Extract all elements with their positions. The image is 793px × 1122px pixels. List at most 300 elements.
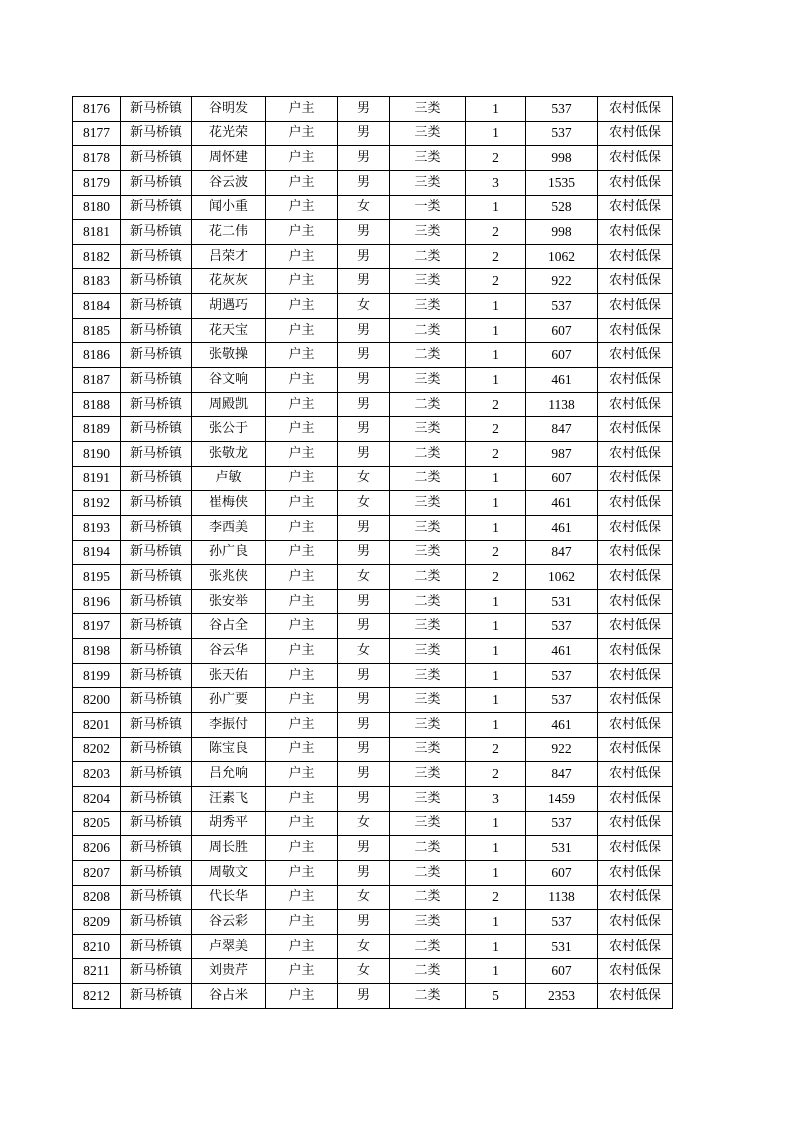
town-cell: 新马桥镇: [121, 639, 192, 664]
name-cell: 谷文响: [192, 368, 266, 393]
assistance-type-cell: 农村低保: [598, 466, 673, 491]
category-cell: 三类: [390, 639, 466, 664]
table-row: [73, 392, 673, 417]
record-number-cell: 8201: [73, 713, 121, 738]
gender-cell: 男: [338, 910, 390, 935]
assistance-type-cell: 农村低保: [598, 244, 673, 269]
amount-cell: 537: [526, 910, 598, 935]
record-number-cell: 8186: [73, 343, 121, 368]
gender-cell: 男: [338, 984, 390, 1009]
name-cell: 张敬龙: [192, 441, 266, 466]
town-cell: 新马桥镇: [121, 121, 192, 146]
name-cell: 陈宝良: [192, 737, 266, 762]
household-size-cell: 2: [466, 565, 526, 590]
amount-cell: 531: [526, 589, 598, 614]
gender-cell: 男: [338, 688, 390, 713]
category-cell: 三类: [390, 786, 466, 811]
category-cell: 二类: [390, 885, 466, 910]
name-cell: 谷占全: [192, 614, 266, 639]
amount-cell: 607: [526, 959, 598, 984]
amount-cell: 461: [526, 515, 598, 540]
relation-cell: 户主: [266, 639, 338, 664]
amount-cell: 987: [526, 441, 598, 466]
gender-cell: 男: [338, 220, 390, 245]
town-cell: 新马桥镇: [121, 294, 192, 319]
household-size-cell: 1: [466, 195, 526, 220]
assistance-type-cell: 农村低保: [598, 910, 673, 935]
relation-cell: 户主: [266, 121, 338, 146]
record-number-cell: 8196: [73, 589, 121, 614]
table-row: [73, 713, 673, 738]
category-cell: 二类: [390, 441, 466, 466]
relation-cell: 户主: [266, 318, 338, 343]
amount-cell: 537: [526, 97, 598, 122]
gender-cell: 女: [338, 959, 390, 984]
relation-cell: 户主: [266, 392, 338, 417]
town-cell: 新马桥镇: [121, 491, 192, 516]
relation-cell: 户主: [266, 515, 338, 540]
assistance-type-cell: 农村低保: [598, 121, 673, 146]
relation-cell: 户主: [266, 244, 338, 269]
name-cell: 卢翠美: [192, 934, 266, 959]
town-cell: 新马桥镇: [121, 220, 192, 245]
category-cell: 三类: [390, 121, 466, 146]
category-cell: 二类: [390, 392, 466, 417]
record-number-cell: 8181: [73, 220, 121, 245]
assistance-type-cell: 农村低保: [598, 885, 673, 910]
gender-cell: 男: [338, 170, 390, 195]
town-cell: 新马桥镇: [121, 713, 192, 738]
assistance-type-cell: 农村低保: [598, 146, 673, 171]
assistance-type-cell: 农村低保: [598, 836, 673, 861]
category-cell: 三类: [390, 170, 466, 195]
name-cell: 张兆侠: [192, 565, 266, 590]
gender-cell: 男: [338, 540, 390, 565]
town-cell: 新马桥镇: [121, 663, 192, 688]
table-row: [73, 491, 673, 516]
relation-cell: 户主: [266, 146, 338, 171]
household-size-cell: 2: [466, 540, 526, 565]
household-size-cell: 1: [466, 811, 526, 836]
amount-cell: 847: [526, 540, 598, 565]
name-cell: 吕允响: [192, 762, 266, 787]
category-cell: 三类: [390, 269, 466, 294]
category-cell: 二类: [390, 589, 466, 614]
record-number-cell: 8205: [73, 811, 121, 836]
category-cell: 三类: [390, 737, 466, 762]
category-cell: 三类: [390, 515, 466, 540]
amount-cell: 922: [526, 737, 598, 762]
category-cell: 三类: [390, 368, 466, 393]
amount-cell: 537: [526, 614, 598, 639]
assistance-type-cell: 农村低保: [598, 294, 673, 319]
gender-cell: 男: [338, 417, 390, 442]
table-row: [73, 170, 673, 195]
table-row: [73, 811, 673, 836]
table-row: [73, 343, 673, 368]
assistance-type-cell: 农村低保: [598, 318, 673, 343]
table-row: [73, 121, 673, 146]
gender-cell: 男: [338, 614, 390, 639]
gender-cell: 男: [338, 244, 390, 269]
gender-cell: 女: [338, 565, 390, 590]
relation-cell: 户主: [266, 220, 338, 245]
record-number-cell: 8212: [73, 984, 121, 1009]
household-size-cell: 1: [466, 318, 526, 343]
amount-cell: 1459: [526, 786, 598, 811]
assistance-type-cell: 农村低保: [598, 392, 673, 417]
table-row: [73, 934, 673, 959]
town-cell: 新马桥镇: [121, 910, 192, 935]
name-cell: 谷云波: [192, 170, 266, 195]
assistance-type-cell: 农村低保: [598, 368, 673, 393]
relation-cell: 户主: [266, 811, 338, 836]
amount-cell: 1535: [526, 170, 598, 195]
town-cell: 新马桥镇: [121, 540, 192, 565]
household-size-cell: 1: [466, 466, 526, 491]
table-row: [73, 639, 673, 664]
relation-cell: 户主: [266, 737, 338, 762]
gender-cell: 男: [338, 836, 390, 861]
amount-cell: 1062: [526, 565, 598, 590]
gender-cell: 女: [338, 491, 390, 516]
record-number-cell: 8188: [73, 392, 121, 417]
gender-cell: 男: [338, 589, 390, 614]
record-number-cell: 8207: [73, 860, 121, 885]
category-cell: 三类: [390, 491, 466, 516]
town-cell: 新马桥镇: [121, 688, 192, 713]
relation-cell: 户主: [266, 688, 338, 713]
household-size-cell: 1: [466, 836, 526, 861]
table-row: [73, 688, 673, 713]
household-size-cell: 1: [466, 121, 526, 146]
household-size-cell: 1: [466, 910, 526, 935]
category-cell: 三类: [390, 146, 466, 171]
household-size-cell: 1: [466, 860, 526, 885]
record-number-cell: 8176: [73, 97, 121, 122]
name-cell: 胡秀平: [192, 811, 266, 836]
relation-cell: 户主: [266, 540, 338, 565]
record-number-cell: 8190: [73, 441, 121, 466]
table-row: [73, 885, 673, 910]
amount-cell: 998: [526, 146, 598, 171]
amount-cell: 461: [526, 713, 598, 738]
record-number-cell: 8200: [73, 688, 121, 713]
category-cell: 二类: [390, 244, 466, 269]
gender-cell: 男: [338, 97, 390, 122]
town-cell: 新马桥镇: [121, 984, 192, 1009]
category-cell: 一类: [390, 195, 466, 220]
assistance-type-cell: 农村低保: [598, 688, 673, 713]
amount-cell: 607: [526, 860, 598, 885]
name-cell: 花灰灰: [192, 269, 266, 294]
category-cell: 三类: [390, 220, 466, 245]
table-row: [73, 441, 673, 466]
amount-cell: 531: [526, 934, 598, 959]
gender-cell: 女: [338, 639, 390, 664]
relation-cell: 户主: [266, 836, 338, 861]
household-size-cell: 2: [466, 146, 526, 171]
table-row: [73, 910, 673, 935]
town-cell: 新马桥镇: [121, 786, 192, 811]
category-cell: 二类: [390, 934, 466, 959]
town-cell: 新马桥镇: [121, 441, 192, 466]
amount-cell: 537: [526, 294, 598, 319]
category-cell: 三类: [390, 713, 466, 738]
assistance-type-cell: 农村低保: [598, 934, 673, 959]
amount-cell: 461: [526, 368, 598, 393]
town-cell: 新马桥镇: [121, 392, 192, 417]
record-number-cell: 8183: [73, 269, 121, 294]
household-size-cell: 3: [466, 170, 526, 195]
household-size-cell: 1: [466, 589, 526, 614]
record-number-cell: 8206: [73, 836, 121, 861]
amount-cell: 531: [526, 836, 598, 861]
name-cell: 卢敏: [192, 466, 266, 491]
amount-cell: 607: [526, 466, 598, 491]
gender-cell: 男: [338, 368, 390, 393]
category-cell: 二类: [390, 466, 466, 491]
record-number-cell: 8203: [73, 762, 121, 787]
table-row: [73, 368, 673, 393]
assistance-type-cell: 农村低保: [598, 565, 673, 590]
name-cell: 李西美: [192, 515, 266, 540]
town-cell: 新马桥镇: [121, 589, 192, 614]
name-cell: 花二伟: [192, 220, 266, 245]
amount-cell: 528: [526, 195, 598, 220]
name-cell: 张天佑: [192, 663, 266, 688]
name-cell: 汪素飞: [192, 786, 266, 811]
assistance-type-cell: 农村低保: [598, 97, 673, 122]
town-cell: 新马桥镇: [121, 368, 192, 393]
relation-cell: 户主: [266, 910, 338, 935]
record-number-cell: 8177: [73, 121, 121, 146]
category-cell: 二类: [390, 318, 466, 343]
household-size-cell: 1: [466, 515, 526, 540]
relation-cell: 户主: [266, 565, 338, 590]
relation-cell: 户主: [266, 466, 338, 491]
town-cell: 新马桥镇: [121, 343, 192, 368]
relation-cell: 户主: [266, 885, 338, 910]
town-cell: 新马桥镇: [121, 269, 192, 294]
assistance-type-cell: 农村低保: [598, 220, 673, 245]
household-size-cell: 1: [466, 639, 526, 664]
relation-cell: 户主: [266, 589, 338, 614]
name-cell: 代长华: [192, 885, 266, 910]
household-size-cell: 1: [466, 97, 526, 122]
record-number-cell: 8198: [73, 639, 121, 664]
relation-cell: 户主: [266, 417, 338, 442]
amount-cell: 1062: [526, 244, 598, 269]
record-number-cell: 8193: [73, 515, 121, 540]
table-row: [73, 146, 673, 171]
record-number-cell: 8182: [73, 244, 121, 269]
amount-cell: 922: [526, 269, 598, 294]
amount-cell: 607: [526, 318, 598, 343]
assistance-type-cell: 农村低保: [598, 170, 673, 195]
category-cell: 二类: [390, 984, 466, 1009]
category-cell: 三类: [390, 540, 466, 565]
table-row: [73, 836, 673, 861]
name-cell: 闻小重: [192, 195, 266, 220]
amount-cell: 1138: [526, 392, 598, 417]
household-size-cell: 1: [466, 294, 526, 319]
table-row: [73, 466, 673, 491]
town-cell: 新马桥镇: [121, 959, 192, 984]
amount-cell: 2353: [526, 984, 598, 1009]
town-cell: 新马桥镇: [121, 417, 192, 442]
town-cell: 新马桥镇: [121, 318, 192, 343]
name-cell: 张公于: [192, 417, 266, 442]
assistance-type-cell: 农村低保: [598, 540, 673, 565]
gender-cell: 女: [338, 885, 390, 910]
gender-cell: 男: [338, 269, 390, 294]
town-cell: 新马桥镇: [121, 885, 192, 910]
gender-cell: 男: [338, 146, 390, 171]
category-cell: 三类: [390, 688, 466, 713]
assistance-type-cell: 农村低保: [598, 713, 673, 738]
name-cell: 张敬操: [192, 343, 266, 368]
household-size-cell: 2: [466, 417, 526, 442]
record-number-cell: 8185: [73, 318, 121, 343]
relation-cell: 户主: [266, 860, 338, 885]
category-cell: 二类: [390, 565, 466, 590]
household-size-cell: 2: [466, 244, 526, 269]
amount-cell: 847: [526, 762, 598, 787]
town-cell: 新马桥镇: [121, 244, 192, 269]
household-size-cell: 1: [466, 368, 526, 393]
household-size-cell: 1: [466, 934, 526, 959]
table-row: [73, 417, 673, 442]
town-cell: 新马桥镇: [121, 565, 192, 590]
relation-cell: 户主: [266, 491, 338, 516]
assistance-type-cell: 农村低保: [598, 195, 673, 220]
name-cell: 吕荣才: [192, 244, 266, 269]
record-number-cell: 8209: [73, 910, 121, 935]
name-cell: 张安举: [192, 589, 266, 614]
town-cell: 新马桥镇: [121, 737, 192, 762]
category-cell: 三类: [390, 417, 466, 442]
household-size-cell: 2: [466, 737, 526, 762]
amount-cell: 998: [526, 220, 598, 245]
table-row: [73, 663, 673, 688]
name-cell: 花天宝: [192, 318, 266, 343]
table-row: [73, 244, 673, 269]
table-row: [73, 540, 673, 565]
gender-cell: 女: [338, 466, 390, 491]
record-number-cell: 8195: [73, 565, 121, 590]
name-cell: 李振付: [192, 713, 266, 738]
relation-cell: 户主: [266, 441, 338, 466]
category-cell: 二类: [390, 860, 466, 885]
town-cell: 新马桥镇: [121, 762, 192, 787]
record-number-cell: 8199: [73, 663, 121, 688]
household-size-cell: 1: [466, 688, 526, 713]
amount-cell: 461: [526, 639, 598, 664]
household-size-cell: 1: [466, 663, 526, 688]
category-cell: 三类: [390, 614, 466, 639]
record-number-cell: 8197: [73, 614, 121, 639]
amount-cell: 847: [526, 417, 598, 442]
gender-cell: 女: [338, 195, 390, 220]
amount-cell: 537: [526, 688, 598, 713]
relation-cell: 户主: [266, 786, 338, 811]
gender-cell: 男: [338, 762, 390, 787]
gender-cell: 男: [338, 515, 390, 540]
town-cell: 新马桥镇: [121, 860, 192, 885]
table-row: [73, 737, 673, 762]
name-cell: 崔梅侠: [192, 491, 266, 516]
relation-cell: 户主: [266, 368, 338, 393]
relation-cell: 户主: [266, 713, 338, 738]
category-cell: 二类: [390, 343, 466, 368]
amount-cell: 537: [526, 121, 598, 146]
name-cell: 孙广要: [192, 688, 266, 713]
category-cell: 二类: [390, 959, 466, 984]
table-row: [73, 860, 673, 885]
household-size-cell: 2: [466, 392, 526, 417]
relation-cell: 户主: [266, 959, 338, 984]
assistance-type-cell: 农村低保: [598, 959, 673, 984]
relation-cell: 户主: [266, 663, 338, 688]
household-size-cell: 1: [466, 614, 526, 639]
assistance-type-cell: 农村低保: [598, 515, 673, 540]
record-number-cell: 8180: [73, 195, 121, 220]
name-cell: 周长胜: [192, 836, 266, 861]
gender-cell: 男: [338, 860, 390, 885]
assistance-type-cell: 农村低保: [598, 639, 673, 664]
household-size-cell: 2: [466, 762, 526, 787]
name-cell: 周怀建: [192, 146, 266, 171]
relation-cell: 户主: [266, 762, 338, 787]
household-size-cell: 2: [466, 885, 526, 910]
assistance-type-cell: 农村低保: [598, 811, 673, 836]
household-size-cell: 2: [466, 269, 526, 294]
amount-cell: 537: [526, 663, 598, 688]
relation-cell: 户主: [266, 934, 338, 959]
name-cell: 谷占米: [192, 984, 266, 1009]
assistance-type-cell: 农村低保: [598, 737, 673, 762]
relief-roster-table: [72, 96, 673, 1009]
category-cell: 三类: [390, 762, 466, 787]
household-size-cell: 1: [466, 713, 526, 738]
record-number-cell: 8189: [73, 417, 121, 442]
table-row: [73, 565, 673, 590]
town-cell: 新马桥镇: [121, 614, 192, 639]
table-row: [73, 220, 673, 245]
relation-cell: 户主: [266, 269, 338, 294]
household-size-cell: 5: [466, 984, 526, 1009]
town-cell: 新马桥镇: [121, 466, 192, 491]
record-number-cell: 8210: [73, 934, 121, 959]
name-cell: 周殿凯: [192, 392, 266, 417]
table-row: [73, 515, 673, 540]
relation-cell: 户主: [266, 97, 338, 122]
assistance-type-cell: 农村低保: [598, 269, 673, 294]
name-cell: 花光荣: [192, 121, 266, 146]
name-cell: 孙广良: [192, 540, 266, 565]
record-number-cell: 8191: [73, 466, 121, 491]
assistance-type-cell: 农村低保: [598, 860, 673, 885]
table-row: [73, 614, 673, 639]
record-number-cell: 8194: [73, 540, 121, 565]
assistance-type-cell: 农村低保: [598, 614, 673, 639]
gender-cell: 男: [338, 121, 390, 146]
gender-cell: 男: [338, 318, 390, 343]
assistance-type-cell: 农村低保: [598, 589, 673, 614]
household-size-cell: 2: [466, 220, 526, 245]
category-cell: 三类: [390, 663, 466, 688]
